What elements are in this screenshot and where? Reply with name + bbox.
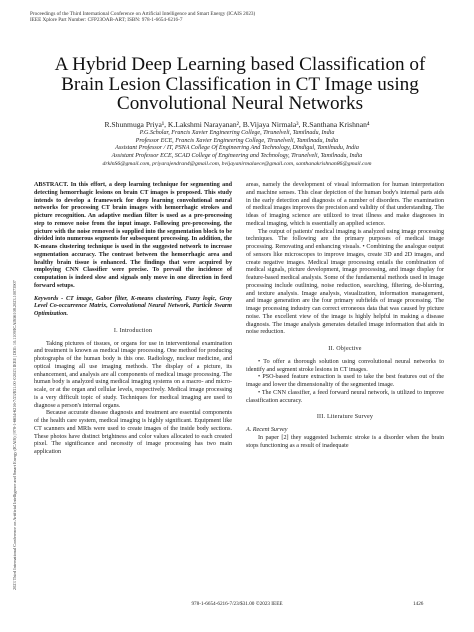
footer-isbn: 978-1-6654-6216-7/23/$31.00 ©2023 IEEE (191, 601, 283, 607)
section-heading-introduction: I. Introduction (113, 327, 153, 334)
header-line-2: IEEE Xplore Part Number: CFP23OAB-ART; ISBN: 978-1-6654-6216-7 (30, 17, 183, 24)
author-names: R.Shunmuga Priya¹, K.Lakshmi Narayanan², B.Vijaya Nirmala³, R.Santhana Krishnan⁴ (104, 120, 370, 129)
right-paragraph-1: areas, namely the development of visual information for human interpretation and machine senses. This clear depiction of the human body's internal parts aids in the early detection and diagnosis of a number of disorders. The examination of medical images improves the precision and validity of that understanding. The ideas of imaging science are utilized to treat illness and make diagnoses in medical imaging, which is essentially an applied science. (246, 182, 444, 227)
objective-item-2: • PSO-based feature extraction is used to take the best features out of the image and lower the dimensionality of the segmented image. (246, 374, 444, 388)
objective-item-1: • To offer a thorough solution using convolutional neural networks to identify and segment stroke lesions in CT images. (246, 358, 444, 373)
page-number: 1426 (413, 601, 424, 607)
right-column (246, 182, 444, 450)
proceedings-header (30, 11, 430, 24)
header-line-1: Proceedings of the Third International Conference on Artificial Intelligence and Smart Energy (ICAIS 2023) (30, 11, 256, 17)
right-paragraph-2: The output of patients' medical imaging is analyzed using image processing techniques. The following are the primary purposes of medical image processing. Renovating and enhancing visuals. • Combining the analogue output of sensors like microscopes to improve images, create 3D and 2D images, and create negative images. Medical image processing entails the combination of medical signals, picture development, image processing, and image display for feature-based medical analysis. Some of the fundamental methods used in image processing include outlining, noise reduction, searching, filtering, de-blurring, and texture analysis. Image analysis, visualization, information management, and image generation are the four primary subfields of image processing. The image processing industry can correct erroneous data that was caused by picture noise. The excellent view of the image is highly helpful in making a disease diagnosis. The image analysis generates detailed image information that aids in noise reduction. (246, 228, 444, 336)
subsection-heading-recent-survey: A. Recent Survey (246, 427, 288, 433)
intro-paragraph-2: Because accurate disease diagnosis and treatment are essential components of the health care system, medical imaging is highly significant. Equipment like CT scanners and MRIs were used to create images of the inside body sections. These photos have distinct brightness and color values allocated to each created pixel. The significance and necessity of image processing has two main application (34, 410, 232, 455)
author-emails: drklnS6@gmail.com, priyarajendran4@gmail.com, bvijayanirmalaece@gmail.com, santhanakrishnan86@gmail.com (102, 160, 372, 167)
abstract: ABSTRACT. In this effort, a deep learning technique for segmenting and detecting hemorrhagic lesions on brain CT images is proposed. This study intends to develop a framework for deep learning convolutional neural networks for processing CT brain images with hemorrhagic strokes and picture recognition. An adaptive median filter is used as a pre-processing step to remove noise from the input image. Following pre-processing, the picture with the noise removed is supplied into the segmentation block to be divided into numerous segments for subsequent processing. In addition, the K-means clustering technique is used in the suggested network to increase segmentation accuracy. The contrast between the hemorrhagic area and healthy brain tissue is enhanced. The findings that were acquired by employing CNN Classifier were precise. To prevail the incidence of computation is indeed slow and signals only move in one direction in feed forward setups. (34, 182, 232, 289)
affiliation-2: Professor ECE, Francis Xavier Engineering College, Tirunelveli, Tamilnadu, India (135, 137, 339, 144)
section-heading-objective: II. Objective (328, 346, 362, 352)
keywords: Keywords - CT image, Gabor filter, K-means clustering, Fuzzy logic, Gray Level Co-occurrence Matrix, Convolutional Neural Network, Particle Swarm Optimization. (34, 295, 232, 317)
affiliation-4: Assistant Professor ECE, SCAD College of Engineering and Technology, Tirunelveli, Tamilnadu, India (111, 152, 363, 159)
survey-paragraph: In paper [2] they suggested Ischemic stroke is a disorder when the brain stops functioning as a result of inadequate (246, 434, 444, 449)
doi-strip-text: 2023 Third International Conference on Artificial Intelligence and Smart Energy (ICAIS) | 978-1-6654-6216-7/23/$31.00 ©2023 IEEE | DOI: 10.1109/ICAIS56108.2023.10073907 (12, 280, 17, 590)
paper-title: A Hybrid Deep Learning based Classification of Brain Lesion Classification in CT Image using Convolutional Neural Networks (54, 54, 426, 114)
left-column (34, 182, 232, 457)
section-heading-literature-survey: III. Literature Survey (316, 414, 374, 421)
intro-paragraph-1: Taking pictures of tissues, or organs for use in interventional examination and treatment is known as medical image processing. One method for producing photographs of the human body is this one. Radiology, nuclear medicine, and optical imaging all use imaging methods. The display of a picture, its enhancement, and analysis are all components of medical image processing. The human body is analyzed using medical imaging systems on a macro- and micro-scale, or at the organ and cellular levels, respectively. Medical image processing is a very difficult topic of study. Techniques for medical imaging are used to diagnose a person's internal organs. (34, 340, 232, 409)
doi-side-strip (3, 60, 17, 590)
affiliation-3: Assistant Professor / IT, PSNA College Of Engineering And Technology, Dindigul, Tamilnadu, India (115, 145, 359, 152)
affiliation-1: P.G.Scholar, Francis Xavier Engineering College, Tirunelveli, Tamilnadu, India (139, 129, 335, 136)
author-block (30, 120, 444, 168)
objective-item-3: • The CNN classifier, a feed forward neural network, is utilized to improve classification accuracy. (246, 389, 444, 404)
